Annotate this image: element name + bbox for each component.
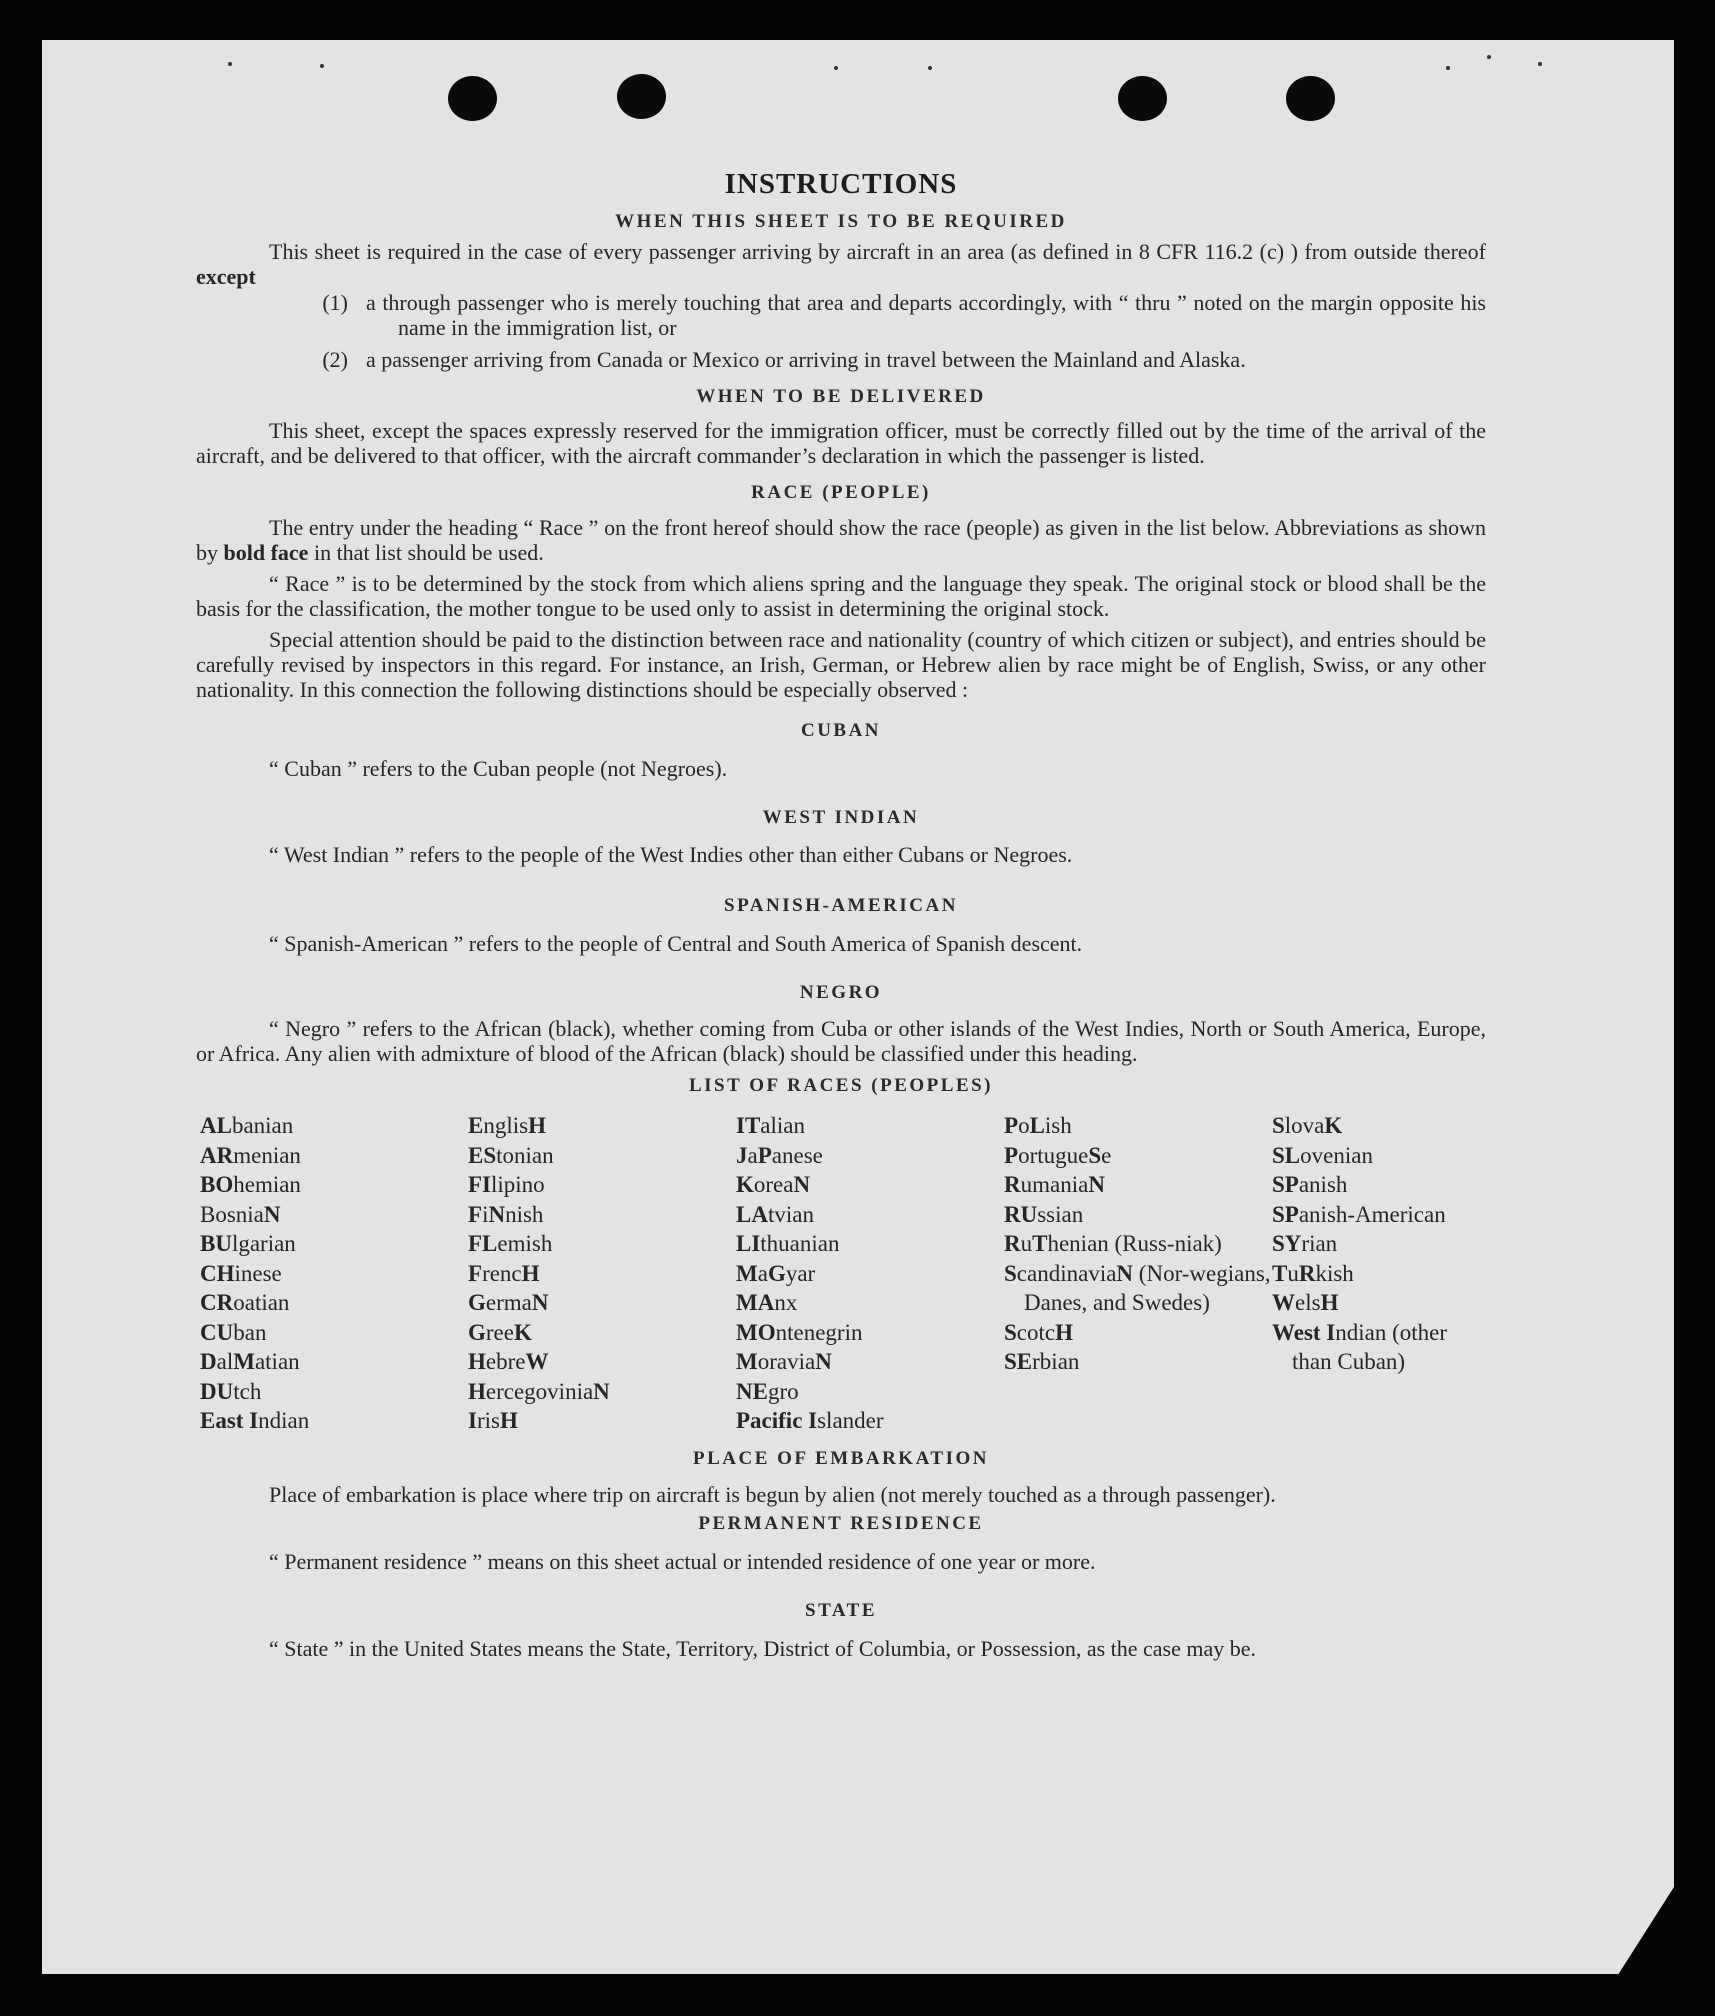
race-entry: PortugueSe <box>1004 1142 1112 1168</box>
delivered-text: This sheet, except the spaces expressly reserved for the immigration officer, must be correctly filled out by the time of the arrival of the aircraft, and be delivered to that officer, with the aircraft commander’s declaration in which the passenger is listed. <box>196 418 1486 468</box>
race-entry: ARmenian <box>200 1142 301 1168</box>
race-entry: DalMatian <box>200 1349 300 1374</box>
race-entry: SErbian <box>1004 1349 1080 1374</box>
required-intro: This sheet is required in the case of every passenger arriving by aircraft in an area (as defined in 8 CFR 116.2 (c) ) from outside thereof except <box>196 239 1486 289</box>
race-entry: MaGyar <box>736 1260 816 1286</box>
race-entry: LIthuanian <box>736 1231 840 1256</box>
speck <box>928 66 932 70</box>
race-entry: GreeK <box>468 1319 532 1345</box>
race-entry: FrencH <box>468 1260 540 1286</box>
race-entry: East Indian <box>200 1408 310 1433</box>
race-entry: WelsH <box>1272 1290 1339 1315</box>
spanish-american-text: “ Spanish-American ” refers to the people of Central and South America of Spanish descent. <box>269 931 1083 956</box>
races-list <box>200 1111 1486 1436</box>
race-entry: Pacific Islander <box>736 1408 884 1433</box>
heading-cuban: CUBAN <box>800 720 882 741</box>
page-title: INSTRUCTIONS <box>724 168 958 200</box>
race-entry: BOhemian <box>200 1172 301 1197</box>
race-entry: FIlipino <box>468 1172 545 1197</box>
races-column <box>1272 1111 1490 1436</box>
speck <box>1446 66 1450 70</box>
race-entry: JaPanese <box>736 1142 823 1168</box>
races-column <box>200 1111 468 1436</box>
race-entry: ScotcH <box>1004 1319 1073 1345</box>
punch-hole-4 <box>1286 76 1335 121</box>
race-entry: CRoatian <box>200 1290 290 1315</box>
west-indian-text: “ West Indian ” refers to the people of the West Indies other than either Cubans or Negroes. <box>269 842 1073 867</box>
race-entry: FLemish <box>468 1231 553 1256</box>
speck <box>320 64 324 68</box>
heading-state: STATE <box>805 1599 877 1621</box>
race-entry: IrisH <box>468 1408 518 1433</box>
race-entry: TuRkish <box>1272 1260 1354 1286</box>
heading-list-of-races: LIST OF RACES (PEOPLES) <box>688 1075 994 1096</box>
race-entry: DUtch <box>200 1378 262 1404</box>
race-entry: CUban <box>200 1319 267 1345</box>
race-entry: EStonian <box>468 1142 554 1168</box>
race-entry: RUssian <box>1004 1201 1084 1227</box>
race-entry: HebreW <box>468 1349 549 1374</box>
race-entry: West Indian (other than Cuban) <box>1272 1319 1448 1374</box>
speck <box>1538 62 1542 66</box>
race-entry: SPanish-American <box>1272 1201 1446 1227</box>
speck <box>1487 55 1491 59</box>
race-entry: CHinese <box>200 1260 282 1286</box>
heading-delivered: WHEN TO BE DELIVERED <box>696 386 986 407</box>
race-entry: ALbanian <box>200 1113 294 1138</box>
residence-text: “ Permanent residence ” means on this sheet actual or intended residence of one year or more. <box>269 1548 1096 1574</box>
heading-embarkation: PLACE OF EMBARKATION <box>693 1447 989 1469</box>
speck <box>834 66 838 70</box>
required-item-1: (1) a through passenger who is merely touching that area and departs accordingly, with “ thru ” noted on the margin opposite his name in the immigration list, or <box>322 290 1486 340</box>
race-entry: MOntenegrin <box>736 1319 863 1345</box>
embarkation-text: Place of embarkation is place where trip on aircraft is begun by alien (not merely touched as a through passenger). <box>269 1481 1276 1507</box>
race-entry: BUlgarian <box>200 1231 296 1256</box>
race-entry: RumaniaN <box>1004 1172 1105 1197</box>
race-entry: ITalian <box>736 1113 805 1138</box>
race-entry: SPanish <box>1272 1172 1348 1197</box>
races-column <box>468 1111 736 1436</box>
race-entry: PoLish <box>1004 1113 1072 1138</box>
cuban-text: “ Cuban ” refers to the Cuban people (not Negroes). <box>269 756 728 781</box>
race-entry: GermaN <box>468 1290 549 1315</box>
race-paragraph-1: The entry under the heading “ Race ” on the front hereof should show the race (people) as given in the list below. Abbreviations as shown by bold face in that list should be used. <box>196 515 1486 565</box>
race-entry: KoreaN <box>736 1172 811 1197</box>
race-entry: BosniaN <box>200 1201 281 1227</box>
race-entry: SYrian <box>1272 1231 1338 1256</box>
heading-spanish-american: SPANISH-AMERICAN <box>724 895 958 916</box>
heading-residence: PERMANENT RESIDENCE <box>698 1512 984 1534</box>
state-text: “ State ” in the United States means the State, Territory, District of Columbia, or Possession, as the case may be. <box>269 1635 1257 1661</box>
race-entry: HercegoviniaN <box>468 1378 610 1404</box>
instructions-content <box>196 168 1486 1661</box>
required-item-2: (2) a passenger arriving from Canada or Mexico or arriving in travel between the Mainland and Alaska. <box>322 347 1246 372</box>
speck <box>228 62 232 66</box>
races-column <box>736 1111 1004 1436</box>
race-entry: RuThenian (Russ-niak) <box>1004 1231 1222 1256</box>
punch-hole-1 <box>448 76 497 121</box>
heading-race: RACE (PEOPLE) <box>751 482 931 503</box>
race-entry: FiNnish <box>468 1201 544 1227</box>
punch-hole-2 <box>617 74 666 119</box>
race-paragraph-3: Special attention should be paid to the distinction between race and nationality (country of which citizen or subject), and entries should be carefully revised by inspectors in this regard. For instance, an Irish, German, or Hebrew alien by race might be of English, Swiss, or any other nationality. In this connection the following distinctions should be especially observed : <box>196 627 1486 702</box>
race-paragraph-2: “ Race ” is to be determined by the stock from which aliens spring and the language they speak. The original stock or blood shall be the basis for the classification, the mother tongue to be used only to assist in determining the original stock. <box>196 571 1486 621</box>
race-entry: LAtvian <box>736 1201 814 1227</box>
race-entry: EnglisH <box>468 1113 546 1138</box>
heading-negro: NEGRO <box>799 982 883 1003</box>
negro-text: “ Negro ” refers to the African (black), whether coming from Cuba or other islands of the West Indies, North or South America, Europe, or Africa. Any alien with admixture of blood of the African (black) should be classified under this heading. <box>196 1016 1486 1066</box>
race-entry: SLovenian <box>1272 1142 1373 1168</box>
races-column <box>1004 1111 1272 1436</box>
race-entry: ScandinaviaN (Nor-wegians, Danes, and Swedes) <box>1004 1260 1271 1315</box>
race-entry: MoraviaN <box>736 1349 832 1374</box>
race-entry: SlovaK <box>1272 1113 1343 1138</box>
race-entry: MAnx <box>736 1290 798 1315</box>
race-entry: NEgro <box>736 1378 799 1404</box>
heading-required: WHEN THIS SHEET IS TO BE REQUIRED <box>615 211 1067 232</box>
heading-west-indian: WEST INDIAN <box>762 807 920 828</box>
punch-hole-3 <box>1118 76 1167 121</box>
